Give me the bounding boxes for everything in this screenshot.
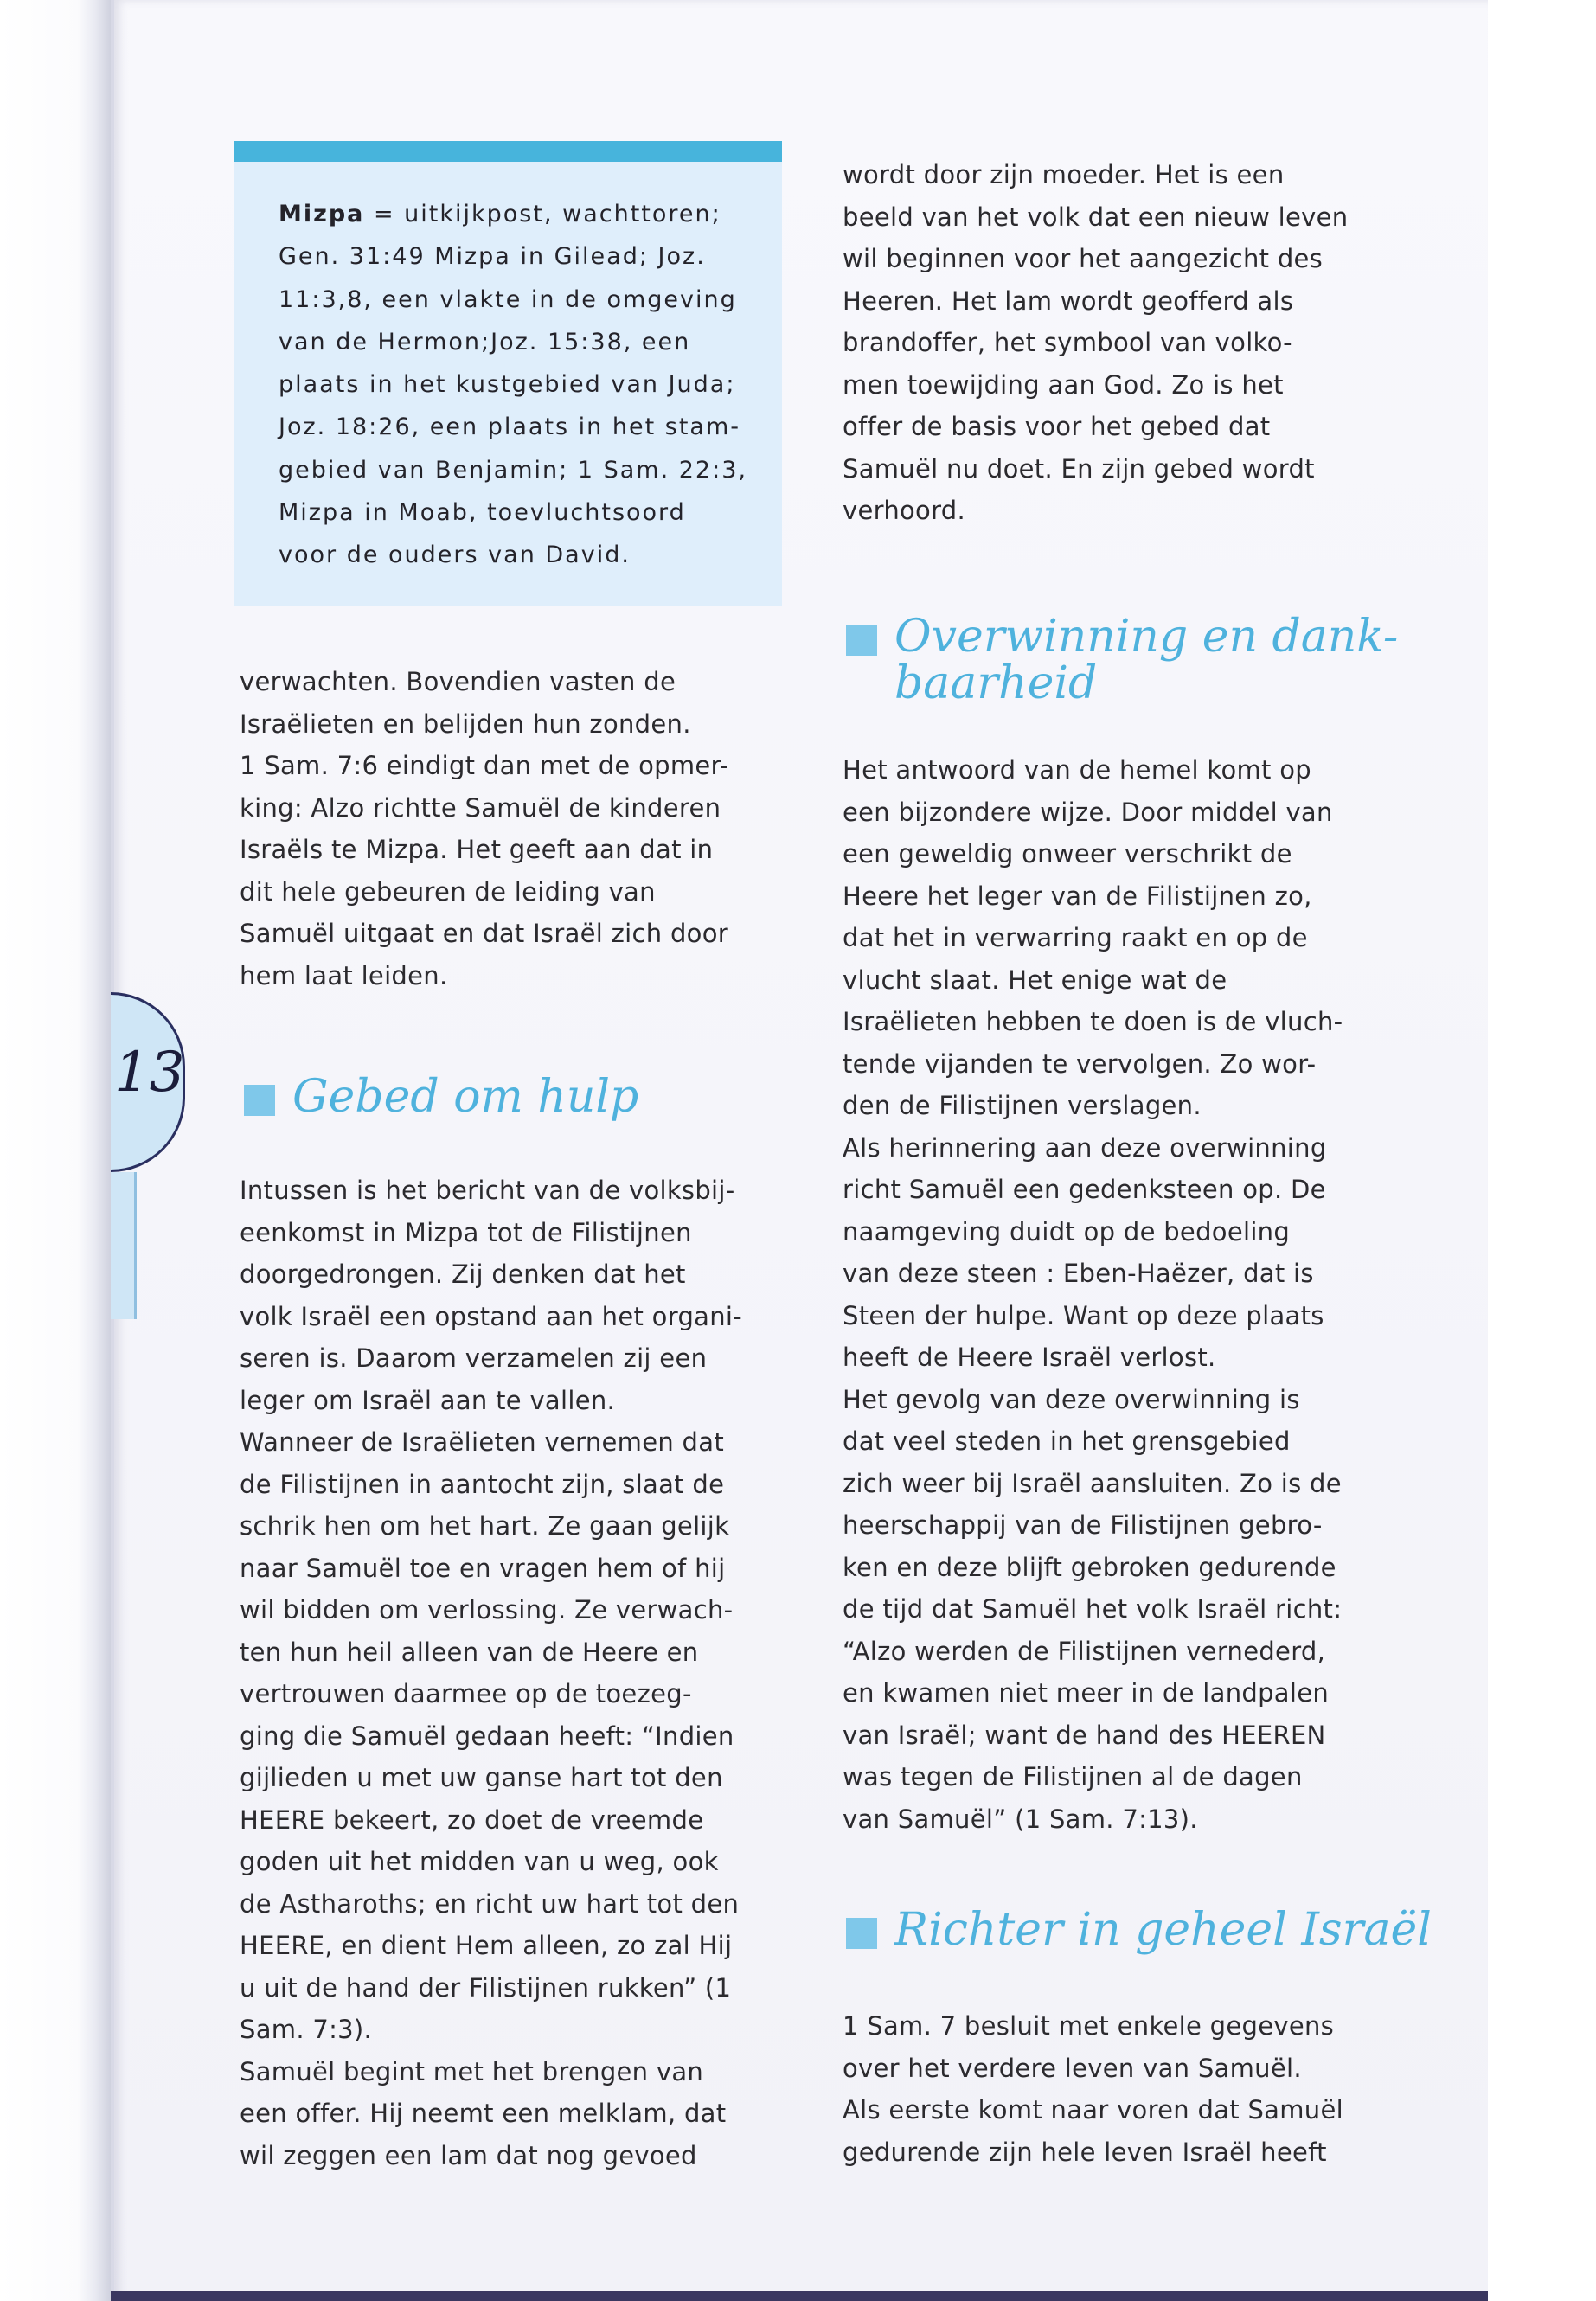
text-line: Israëlieten en belijden hun zonden. xyxy=(240,708,691,739)
text-line: 1 Sam. 7 besluit met enkele gegevens xyxy=(843,2011,1335,2041)
info-line: gebied van Benjamin; 1 Sam. 22:3, xyxy=(279,456,747,484)
info-line: plaats in het kustgebied van Juda; xyxy=(279,371,736,399)
text-line: van Israël; want de hand des HEEREN xyxy=(843,1720,1326,1750)
info-line: Joz. 18:26, een plaats in het stam- xyxy=(279,413,741,441)
text-line: heeft de Heere Israël verlost. xyxy=(843,1343,1216,1372)
text-line: gijlieden u met uw ganse hart tot den xyxy=(240,1763,723,1792)
text-line: eenkomst in Mizpa tot de Filistijnen xyxy=(240,1217,692,1247)
text-line: volk Israël een opstand aan het organi- xyxy=(240,1301,743,1331)
text-line: verwachten. Bovendien vasten de xyxy=(240,667,676,696)
text-line: een geweldig onweer verschrikt de xyxy=(843,839,1292,868)
text-line: wordt door zijn moeder. Het is een xyxy=(843,160,1285,189)
info-line: Mizpa = uitkijkpost, wachttoren; xyxy=(279,201,721,228)
section-richter-text xyxy=(843,2005,1396,2173)
info-line: voor de ouders van David. xyxy=(279,542,631,569)
heading-line: baarheid xyxy=(894,657,1098,709)
text-line: wil beginnen voor het aangezicht des xyxy=(843,244,1324,273)
heading-marker xyxy=(244,1085,275,1116)
text-line: verhoord. xyxy=(843,496,966,525)
text-line: ten hun heil alleen van de Heere en xyxy=(240,1637,699,1667)
text-line: Heere het leger van de Filistijnen zo, xyxy=(843,881,1312,911)
heading-marker xyxy=(846,625,877,656)
text-line: tende vijanden te vervolgen. Zo wor- xyxy=(843,1048,1317,1079)
text-line: Samuël begint met het brengen van xyxy=(240,2056,704,2086)
photo-margin-right xyxy=(1488,0,1596,2301)
info-line: 11:3,8, een vlakte in de omgeving xyxy=(279,285,737,313)
text-line: Het gevolg van deze overwinning is xyxy=(843,1384,1300,1414)
text-line: HEERE bekeert, zo doet de vreemde xyxy=(240,1804,704,1835)
section-overwinning-text xyxy=(843,749,1396,1840)
text-line: Wanneer de Israëlieten vernemen dat xyxy=(240,1427,724,1457)
text-line: goden uit het midden van u weg, ook xyxy=(240,1847,719,1876)
page-tab-strip xyxy=(111,1172,137,1319)
text-line: over het verdere leven van Samuël. xyxy=(843,2053,1302,2083)
text-line: van deze steen : Eben-Haëzer, dat is xyxy=(843,1259,1314,1288)
text-line: seren is. Daarom verzamelen zij een xyxy=(240,1343,708,1373)
text-line: Israëls te Mizpa. Het geeft aan dat in xyxy=(240,835,714,864)
text-line: naar Samuël toe en vragen hem of hij xyxy=(240,1553,726,1583)
text-line: schrik hen om het hart. Ze gaan gelijk xyxy=(240,1511,730,1541)
text-line: king: Alzo richtte Samuël de kinderen xyxy=(240,792,721,823)
text-line: Sam. 7:3). xyxy=(240,2015,373,2044)
heading-line: Overwinning en dank- xyxy=(894,611,1399,663)
text-line: Samuël uitgaat en dat Israël zich door xyxy=(240,919,728,948)
photo-margin-left xyxy=(0,0,111,2301)
text-line: de tijd dat Samuël het volk Israël richt: xyxy=(843,1594,1343,1624)
text-line: dat het in verwarring raakt en op de xyxy=(843,923,1308,952)
text-line: offer de basis voor het gebed dat xyxy=(843,412,1271,441)
right-intro-text xyxy=(843,154,1396,532)
text-line: gedurende zijn hele leven Israël heeft xyxy=(843,2137,1327,2167)
text-line: de Filistijnen in aantocht zijn, slaat de xyxy=(240,1469,725,1499)
text-line: Als eerste komt naar voren dat Samuël xyxy=(843,2095,1343,2125)
text-line: Als herinnering aan deze overwinning xyxy=(843,1132,1327,1163)
text-line: en kwamen niet meer in de landpalen xyxy=(843,1678,1330,1708)
text-line: men toewijding aan God. Zo is het xyxy=(843,369,1284,400)
text-line: een bijzondere wijze. Door middel van xyxy=(843,797,1333,827)
left-intro-text xyxy=(240,661,793,997)
info-line: Mizpa in Moab, toevluchtsoord xyxy=(279,499,686,527)
info-line: Gen. 31:49 Mizpa in Gilead; Joz. xyxy=(279,243,706,271)
text-line: Het antwoord van de hemel komt op xyxy=(843,755,1311,785)
text-line: 1 Sam. 7:6 eindigt dan met de opmer- xyxy=(240,751,729,780)
heading-text: Richter in geheel Israël xyxy=(894,1904,1432,1956)
book-bottom-edge xyxy=(111,2291,1488,2301)
text-line: van Samuël” (1 Sam. 7:13). xyxy=(843,1804,1198,1834)
text-line: Intussen is het bericht van de volksbij- xyxy=(240,1176,735,1205)
heading-text xyxy=(894,612,1398,708)
text-line: ken en deze blijft gebroken gedurende xyxy=(843,1552,1336,1582)
text-line: richt Samuël een gedenksteen op. De xyxy=(843,1175,1326,1204)
left-body-text xyxy=(240,1170,793,2176)
text-line: Steen der hulpe. Want op deze plaats xyxy=(843,1300,1324,1330)
text-line: u uit de hand der Filistijnen rukken” (1 xyxy=(240,1972,732,2003)
text-line: leger om Israël aan te vallen. xyxy=(240,1385,616,1415)
text-line: HEERE, en dient Hem alleen, zo zal Hij xyxy=(240,1931,733,1960)
heading-marker xyxy=(846,1918,877,1949)
info-box-text xyxy=(279,193,763,577)
text-line: vlucht slaat. Het enige wat de xyxy=(843,965,1227,995)
text-line: naamgeving duidt op de bedoeling xyxy=(843,1216,1291,1247)
text-line: zich weer bij Israël aansluiten. Zo is de xyxy=(843,1468,1342,1498)
text-line: dit hele gebeuren de leiding van xyxy=(240,876,656,907)
text-line: ging die Samuël gedaan heeft: “Indien xyxy=(240,1721,734,1751)
text-line: wil zeggen een lam dat nog gevoed xyxy=(240,2140,697,2170)
page-number: 13 xyxy=(114,1041,185,1105)
text-line: “Alzo werden de Filistijnen vernederd, xyxy=(843,1636,1326,1666)
text-line: wil bidden om verlossing. Ze verwach- xyxy=(240,1595,734,1625)
text-line: dat veel steden in het grensgebied xyxy=(843,1426,1291,1456)
heading-text: Gebed om hulp xyxy=(292,1071,639,1123)
text-line: den de Filistijnen verslagen. xyxy=(843,1091,1202,1120)
text-line: was tegen de Filistijnen al de dagen xyxy=(843,1762,1303,1791)
text-line: vertrouwen daarmee op de toezeg- xyxy=(240,1679,692,1708)
text-line: brandoffer, het symbool van volko- xyxy=(843,328,1292,357)
text-line: heerschappij van de Filistijnen gebro- xyxy=(843,1510,1323,1540)
info-line: van de Hermon;Joz. 15:38, een xyxy=(279,328,691,356)
text-line: Israëlieten hebben te doen is de vluch- xyxy=(843,1007,1343,1036)
text-line: de Astharoths; en richt uw hart tot den xyxy=(240,1888,740,1919)
text-line: Samuël nu doet. En zijn gebed wordt xyxy=(843,453,1315,484)
text-line: hem laat leiden. xyxy=(240,960,448,990)
text-line: beeld van het volk dat een nieuw leven xyxy=(843,202,1349,232)
info-term: Mizpa xyxy=(279,201,365,228)
text-line: Heeren. Het lam wordt geofferd als xyxy=(843,285,1294,316)
text-line: doorgedrongen. Zij denken dat het xyxy=(240,1259,686,1289)
text-line: een offer. Hij neemt een melklam, dat xyxy=(240,2099,727,2128)
